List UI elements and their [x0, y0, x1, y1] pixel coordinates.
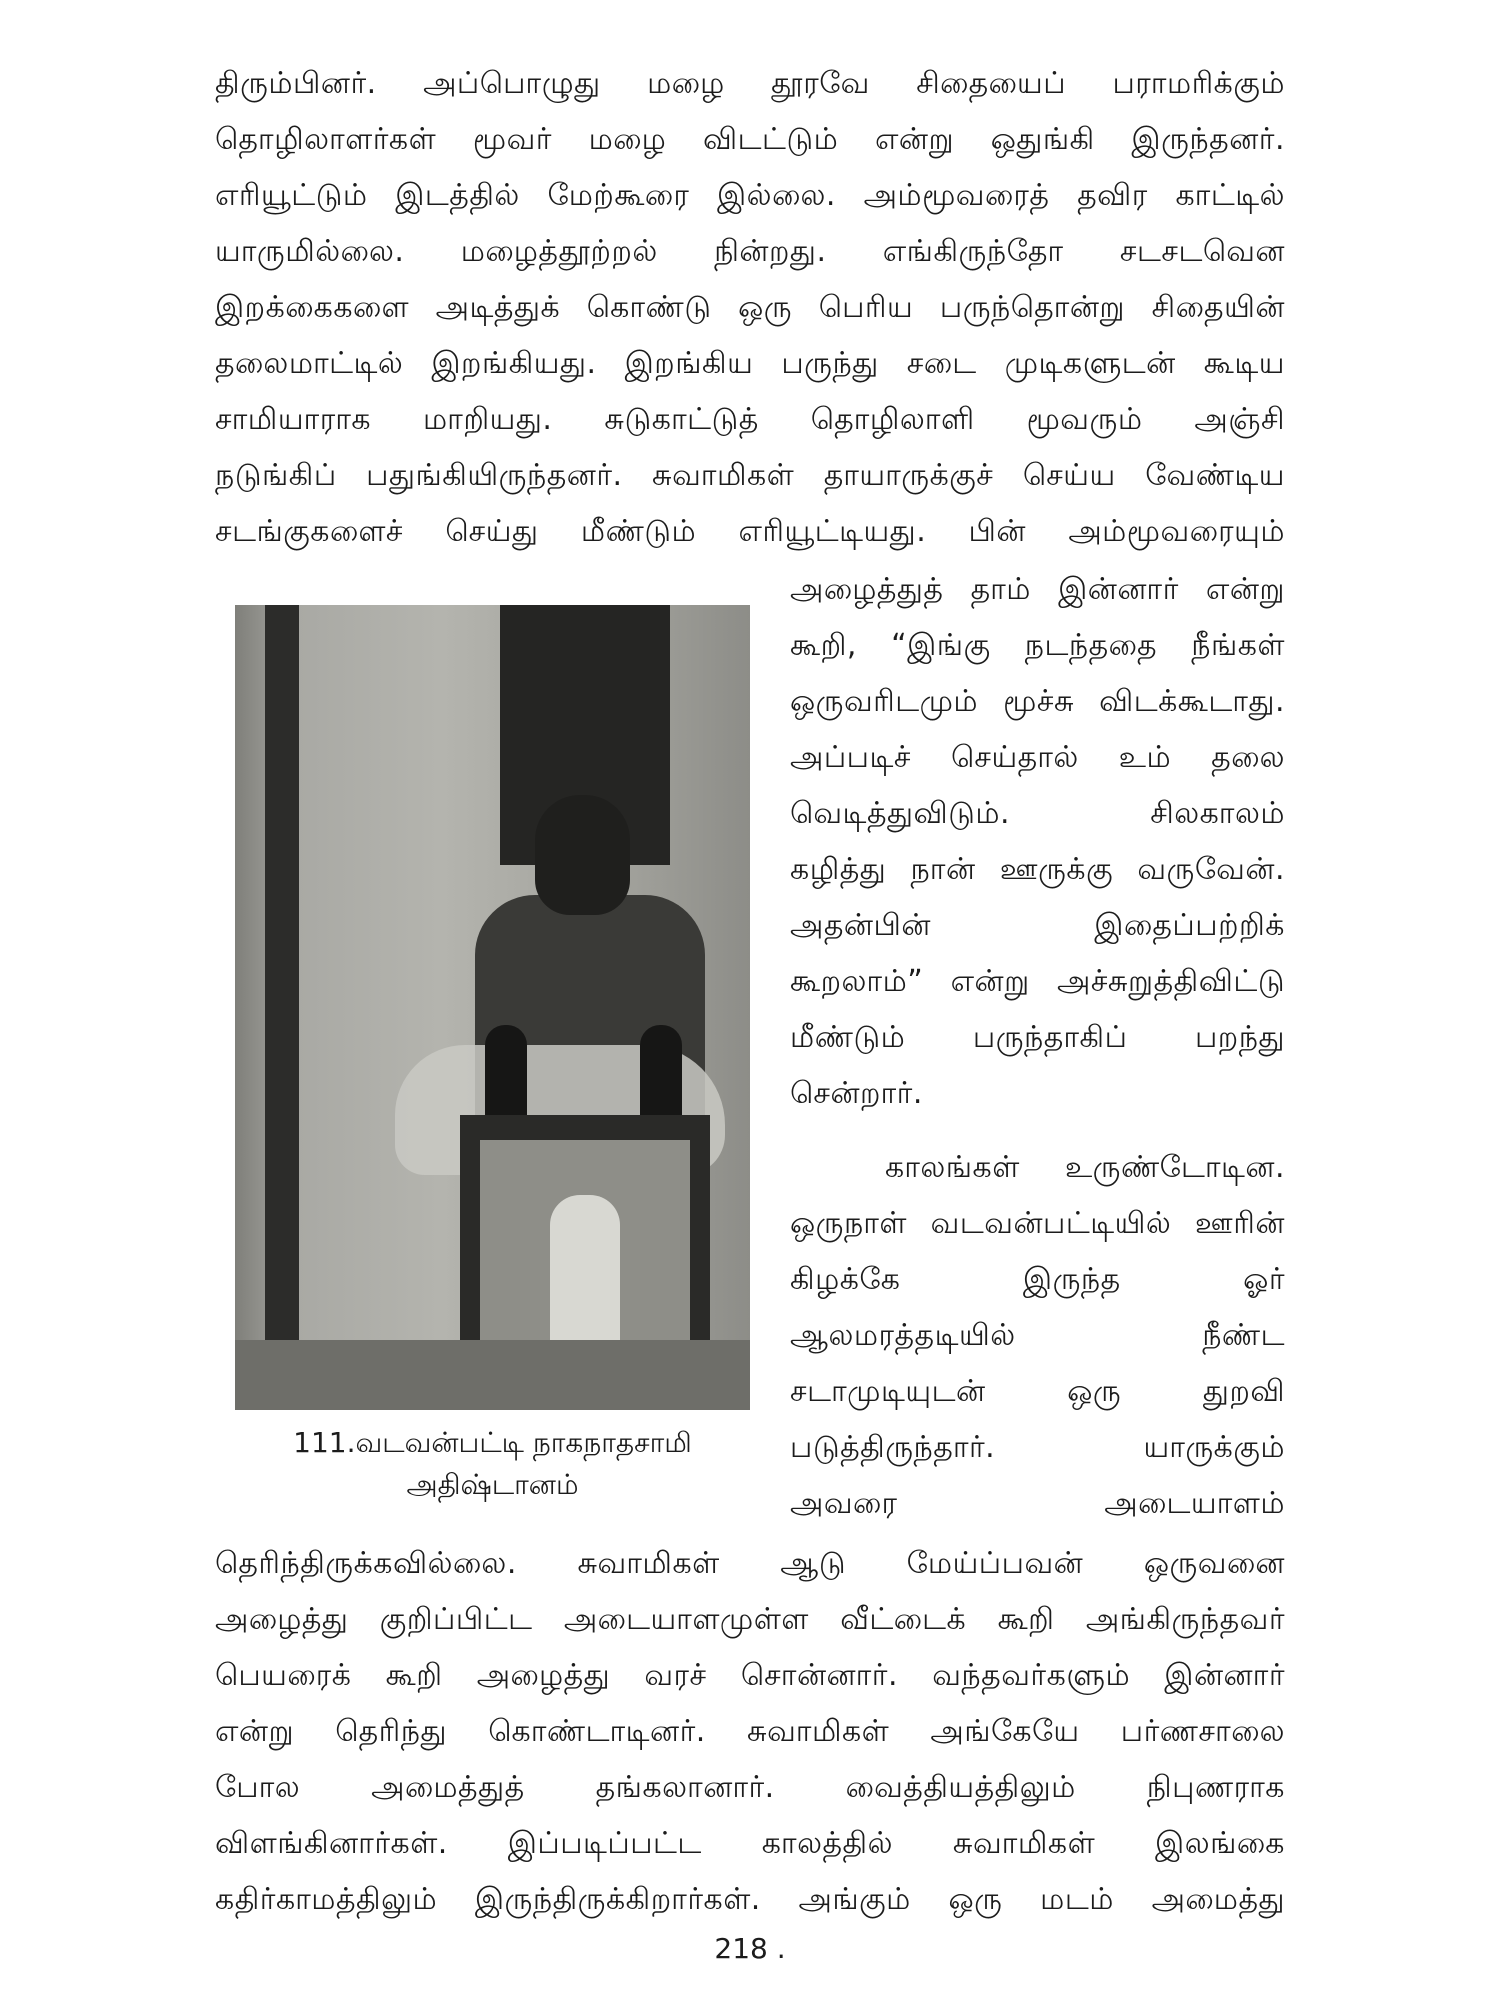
text-line: வெடித்துவிடும். சிலகாலம்	[790, 796, 1285, 831]
text-line: ஒருவரிடமும் மூச்சு விடக்கூடாது.	[790, 684, 1285, 719]
text-line: ஆலமரத்தடியில் நீண்ட	[790, 1318, 1285, 1353]
text-line: போல அமைத்துத் தங்கலானார். வைத்தியத்திலும் நிபுணராக	[215, 1770, 1285, 1805]
paragraph-first-line: காலங்கள் உருண்டோடின.	[885, 1150, 1285, 1185]
text-line: அதன்பின் இதைப்பற்றிக்	[790, 908, 1285, 943]
text-line: யாருமில்லை. மழைத்தூற்றல் நின்றது. எங்கிருந்தோ சடசடவென	[215, 234, 1285, 269]
text-line: படுத்திருந்தார். யாருக்கும்	[790, 1430, 1285, 1465]
text-line: எரியூட்டும் இடத்தில் மேற்கூரை இல்லை. அம்மூவரைத் தவிர காட்டில்	[215, 178, 1285, 213]
text-line: தெரிந்திருக்கவில்லை. சுவாமிகள் ஆடு மேய்ப்பவன் ஒருவனை	[215, 1546, 1285, 1581]
text-line: பெயரைக் கூறி அழைத்து வரச் சொன்னார். வந்தவர்களும் இன்னார்	[215, 1658, 1285, 1693]
text-line: இறக்கைகளை அடித்துக் கொண்டு ஒரு பெரிய பருந்தொன்று சிதையின்	[215, 290, 1285, 325]
text-line: சடாமுடியுடன் ஒரு துறவி	[790, 1374, 1285, 1409]
text-line: என்று தெரிந்து கொண்டாடினர். சுவாமிகள் அங்கேயே பர்ணசாலை	[215, 1714, 1285, 1749]
text-line: கழித்து நான் ஊருக்கு வருவேன்.	[790, 852, 1285, 887]
text-line: சடங்குகளைச் செய்து மீண்டும் எரியூட்டியது. பின் அம்மூவரையும்	[215, 514, 1285, 549]
text-line: சாமியாராக மாறியது. சுடுகாட்டுத் தொழிலாளி மூவரும் அஞ்சி	[215, 402, 1285, 437]
text-line: அவரை அடையாளம்	[790, 1486, 1285, 1521]
text-line: கூறலாம்” என்று அச்சுறுத்திவிட்டு	[790, 964, 1285, 999]
text-line: அழைத்து குறிப்பிட்ட அடையாளமுள்ள வீட்டைக் கூறி அங்கிருந்தவர்	[215, 1602, 1285, 1637]
text-line: அழைத்துத் தாம் இன்னார் என்று	[790, 572, 1285, 607]
page-number: 218 .	[714, 1932, 786, 1965]
text-line: கதிர்காமத்திலும் இருந்திருக்கிறார்கள். அங்கும் ஒரு மடம் அமைத்து	[215, 1882, 1285, 1917]
text-line: கூறி, “இங்கு நடந்ததை நீங்கள்	[790, 628, 1285, 663]
text-line: தலைமாட்டில் இறங்கியது. இறங்கிய பருந்து சடை முடிகளுடன் கூடிய	[215, 346, 1285, 381]
text-line: தொழிலாளர்கள் மூவர் மழை விடட்டும் என்று ஒதுங்கி இருந்தனர்.	[215, 122, 1285, 157]
shrine-photograph	[235, 605, 750, 1410]
text-line: சென்றார்.	[790, 1076, 923, 1111]
text-line: அப்படிச் செய்தால் உம் தலை	[790, 740, 1285, 775]
text-line: நடுங்கிப் பதுங்கியிருந்தனர். சுவாமிகள் தாயாருக்குச் செய்ய வேண்டிய	[215, 458, 1285, 493]
text-line: ஒருநாள் வடவன்பட்டியில் ஊரின்	[790, 1206, 1285, 1241]
text-line: மீண்டும் பருந்தாகிப் பறந்து	[790, 1020, 1285, 1055]
text-line: திரும்பினர். அப்பொழுது மழை தூரவே சிதையைப் பராமரிக்கும்	[215, 66, 1285, 101]
photo-caption-line: அதிஷ்டானம்	[406, 1468, 579, 1501]
photo-caption-line: 111.வடவன்பட்டி நாகநாதசாமி	[293, 1426, 692, 1459]
text-line: விளங்கினார்கள். இப்படிப்பட்ட காலத்தில் சுவாமிகள் இலங்கை	[215, 1826, 1285, 1861]
text-line: கிழக்கே இருந்த ஓர்	[790, 1262, 1285, 1297]
